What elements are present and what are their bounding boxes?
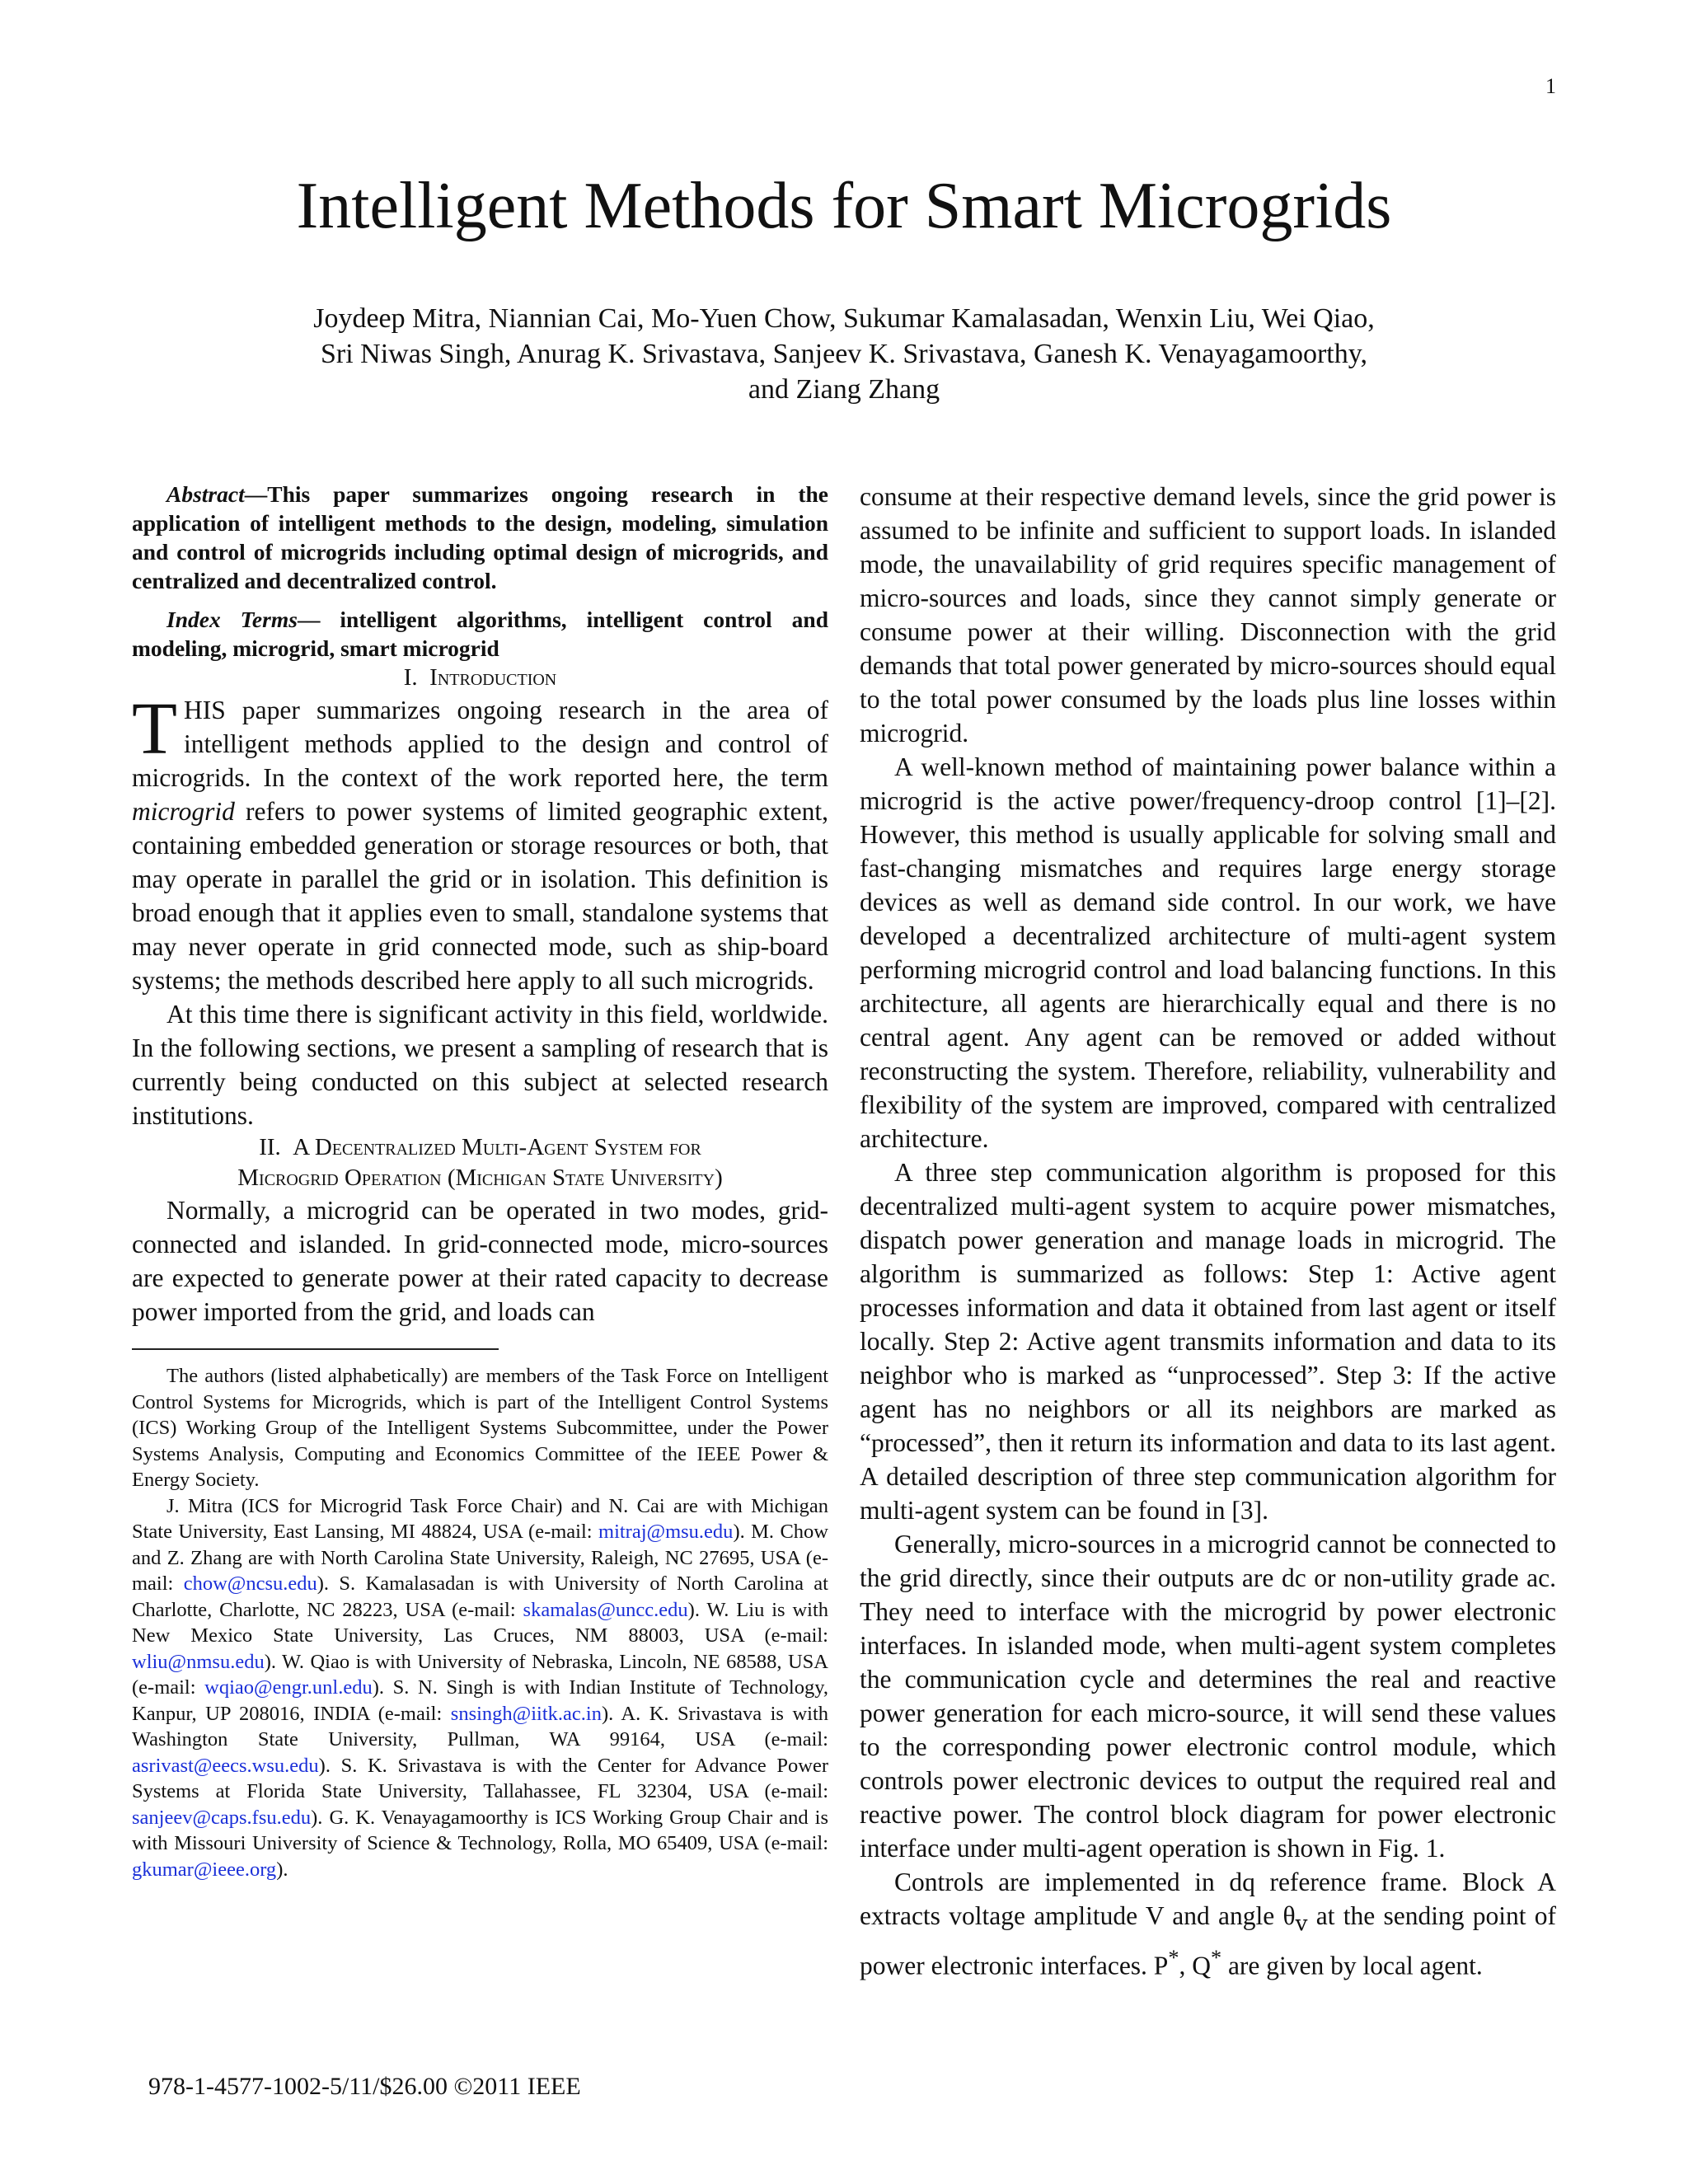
intro-term: microgrid — [132, 797, 235, 826]
section-number: I. — [403, 664, 418, 691]
footnote-divider — [132, 1348, 499, 1350]
index-terms-text: — intelligent algorithms, intelligent control and modeling, microgrid, smart microgrid — [132, 607, 828, 661]
copyright-notice: 978-1-4577-1002-5/11/$26.00 ©2011 IEEE — [148, 2073, 581, 2100]
author-line: and Ziang Zhang — [748, 374, 940, 405]
section-title: A Decentralized Multi-Agent System for — [293, 1134, 701, 1160]
email-link[interactable]: snsingh@iitk.ac.in — [450, 1702, 602, 1725]
right-column — [860, 480, 1556, 1983]
author-line: Sri Niwas Singh, Anurag K. Srivastava, Sanjeev K. Srivastava, Ganesh K. Venayagamoorthy, — [320, 339, 1368, 369]
intro-paragraph-1 — [132, 688, 828, 997]
email-link[interactable]: gkumar@ieee.org — [132, 1858, 277, 1881]
right-paragraph-5: Controls are implemented in dq reference frame. Block A extracts voltage amplitude V and angle $\theta_v$ at the sending point of power electronic interfaces. P*, Q* are given by local agent. — [860, 1868, 1556, 1980]
footnote-affiliations: J. Mitra (ICS for Microgrid Task Force Chair) and N. Cai are with Michigan State University, East Lansing, MI 48824, USA (e-mail: mitraj@msu.edu). M. Chow and Z. Zhang are with North Carolina State University, Raleigh, NC 27695, USA (e-mail: chow@ncsu.edu). S. Kamalasadan is with University of North Carolina at Charlotte, Charlotte, NC 28223, USA (e-mail: skamalas@uncc.edu). W. Liu is with New Mexico State University, Las Cruces, NM 88003, USA (e-mail: wliu@nmsu.edu). W. Qiao is with University of Nebraska, Lincoln, NE 68588, USA (e-mail: wqiao@engr.unl.edu). S. N. Singh is with Indian Institute of Technology, Kanpur, UP 208016, INDIA (e-mail: snsingh@iitk.ac.in). A. K. Srivastava is with Washington State University, Pullman, WA 99164, USA (e-mail: asrivast@eecs.wsu.edu). S. K. Srivastava is with the Center for Advance Power Systems at Florida State University, Tallahassee, FL 32304, USA (e-mail: sanjeev@caps.fsu.edu). G. K. Venayagamoorthy is ICS Working Group Chair and is with Missouri University of Science & Technology, Rolla, MO 65409, USA (e-mail: gkumar@ieee.org). — [132, 1494, 828, 1881]
section-heading-multi-agent — [132, 1132, 828, 1193]
email-link[interactable]: sanjeev@caps.fsu.edu — [132, 1806, 312, 1829]
index-terms-label: Index Terms — [166, 607, 298, 632]
abstract-text: —This paper summarizes ongoing research in the application of intelligent methods to the design, modeling, simulation and control of microgrids including optimal design of microgrids, and centralized and decentralized control. — [132, 481, 828, 593]
drop-cap: T — [132, 688, 177, 770]
right-paragraph-4: Generally, micro-sources in a microgrid cannot be connected to the grid directly, since their outputs are dc or non-utility grade ac. They need to interface with the microgrid by power electronic interfaces. In islanded mode, when multi-agent system completes the communication cycle and determines the real and reactive power generation for each micro-source, it will send these values to the corresponding power electronic control module, which controls power electronic devices to output the required real and reactive power. The control block diagram for power electronic interface under multi-agent operation is shown in Fig. 1. — [860, 1530, 1556, 1863]
email-link[interactable]: skamalas@uncc.edu — [523, 1598, 688, 1621]
section2-paragraph-1: Normally, a microgrid can be operated in two modes, grid-connected and islanded. In grid-connected mode, micro-sources are expected to generate power at their rated capacity to decrease power imported from the grid, and loads can — [132, 1196, 828, 1326]
section-heading-introduction — [132, 663, 828, 693]
author-list — [165, 301, 1523, 407]
email-link[interactable]: wliu@nmsu.edu — [132, 1650, 265, 1673]
email-link[interactable]: asrivast@eecs.wsu.edu — [132, 1754, 319, 1777]
right-paragraph-3: A three step communication algorithm is proposed for this decentralized multi-agent system to acquire power mismatches, dispatch power generation and manage loads in microgrid. The algorithm is summarized as follows: Step 1: Active agent processes information and data it obtained from last agent or itself locally. Step 2: Active agent transmits information and data to its neighbor who is marked as “unprocessed”. Step 3: If the active agent has no neighbors or all its neighbors are marked as “processed”, then it return its information and data to its last agent. A detailed description of three step communication algorithm for multi-agent system can be found in [3]. — [860, 1158, 1556, 1525]
index-terms — [132, 605, 828, 663]
intro-text: HIS paper summarizes ongoing research in the area of intelligent methods applied to the design and control of microgrids. In the context of the work reported here, the term — [132, 696, 828, 792]
section-title: Microgrid Operation (Michigan State University) — [237, 1165, 723, 1191]
left-column — [132, 480, 828, 1882]
abstract-label: Abstract — [166, 481, 245, 507]
intro-paragraph-2: At this time there is significant activity in this field, worldwide. In the following sections, we present a sampling of research that is currently being conducted on this subject at selected research institutions. — [132, 1000, 828, 1130]
intro-text: refers to power systems of limited geographic extent, containing embedded generation or storage resources or both, that may operate in parallel the grid or in isolation. This definition is broad enough that it applies even to small, standalone systems that may never operate in grid connected mode, such as ship-board systems; the methods described here apply to all such microgrids. — [132, 797, 828, 995]
abstract — [132, 480, 828, 595]
author-line: Joydeep Mitra, Niannian Cai, Mo-Yuen Chow, Sukumar Kamalasadan, Wenxin Liu, Wei Qiao, — [313, 303, 1375, 334]
section-title: Introduction — [429, 664, 557, 691]
page-number: 1 — [1545, 74, 1556, 98]
right-paragraph-1: consume at their respective demand levels, since the grid power is assumed to be infinite and sufficient to support loads. In islanded mode, the unavailability of grid requires specific management of micro-sources and loads, since they cannot simply generate or consume power at their willing. Disconnection with the grid demands that total power generated by micro-sources should equal to the total power consumed by the loads plus line losses within microgrid. — [860, 482, 1556, 748]
email-link[interactable]: mitraj@msu.edu — [598, 1521, 734, 1543]
email-link[interactable]: wqiao@engr.unl.edu — [204, 1676, 373, 1699]
paper-title: Intelligent Methods for Smart Microgrids — [296, 170, 1392, 242]
footnote-task-force: The authors (listed alphabetically) are members of the Task Force on Intelligent Control Systems for Microgrids, which is part of the Intelligent Control Systems (ICS) Working Group of the Intelligent Systems Subcommittee, under the Power Systems Analysis, Computing and Economics Committee of the IEEE Power & Energy Society. — [132, 1365, 828, 1491]
section-number: II. — [259, 1134, 281, 1160]
right-paragraph-2: A well-known method of maintaining power balance within a microgrid is the active power/frequency-droop control [1]–[2]. However, this method is usually applicable for solving small and fast-changing mismatches and requires large energy storage devices as well as demand side control. In our work, we have developed a decentralized architecture of multi-agent system performing microgrid control and load balancing functions. In this architecture, all agents are hierarchically equal and there is no central agent. Any agent can be removed or added without reconstructing the system. Therefore, reliability, vulnerability and flexibility of the system are improved, compared with centralized architecture. — [860, 752, 1556, 1153]
email-link[interactable]: chow@ncsu.edu — [183, 1572, 317, 1595]
